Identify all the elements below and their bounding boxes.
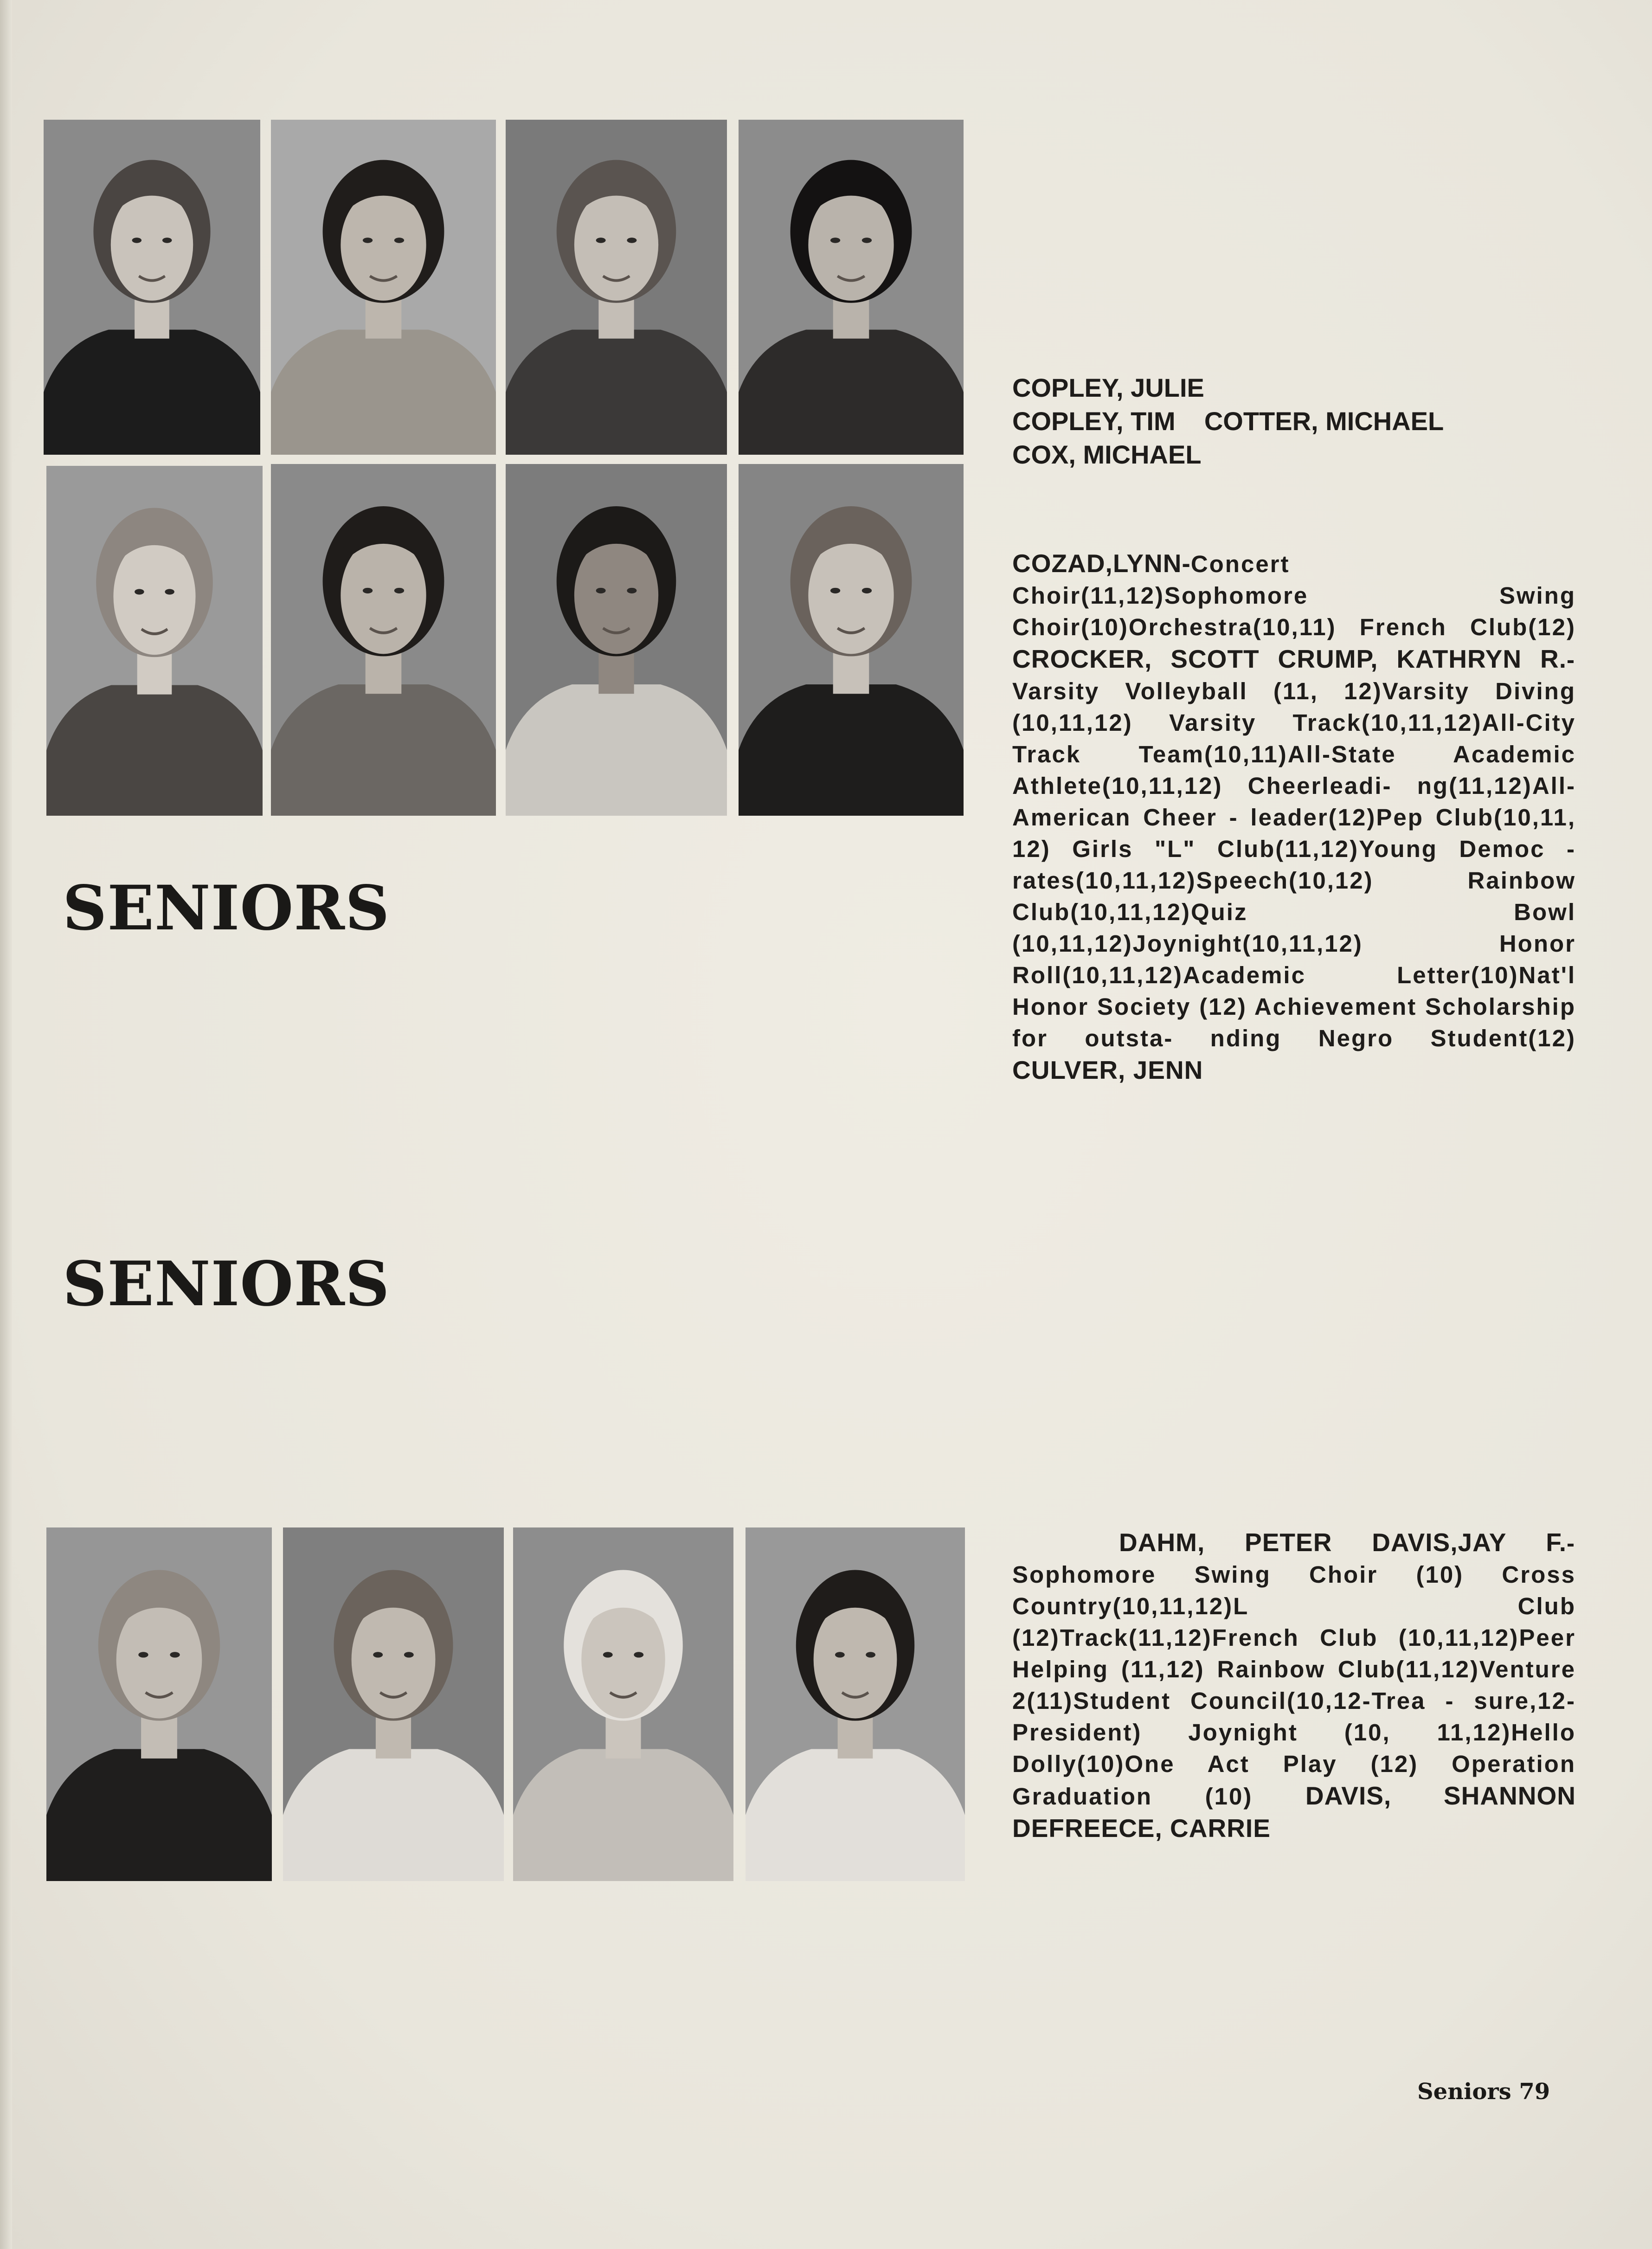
portrait-image bbox=[46, 1527, 272, 1881]
name-line: COPLEY, JULIE bbox=[1012, 373, 1204, 402]
portrait-davis-jay bbox=[283, 1527, 504, 1881]
portrait-cotter-michael bbox=[506, 120, 727, 455]
portrait-cozad-lynn bbox=[46, 466, 263, 816]
name-list-top bbox=[1012, 371, 1444, 471]
portrait-davis-shannon bbox=[513, 1527, 733, 1881]
student-name: COZAD,LYNN- bbox=[1012, 549, 1191, 578]
portrait-crump-kathryn bbox=[506, 464, 727, 816]
portrait-image bbox=[506, 464, 727, 816]
portrait-copley-julie bbox=[44, 120, 260, 455]
page-footer bbox=[1417, 2079, 1550, 2105]
portrait-dahm-peter bbox=[46, 1527, 272, 1881]
bio-paragraph-bottom bbox=[1012, 1527, 1576, 1845]
student-name: CULVER, JENN bbox=[1012, 1056, 1203, 1084]
activity-text: -Varsity Volleyball (11, 12)Varsity Diving (10,11,12) Varsity Track(10,11,12)All-City Track Team(10,11)All-State Academic Athlete(10,11,12) Cheerleadi- ng(11,12)All-American Cheer - leader(12)Pep Club(10,11, 12) Girls "L" Club(11,12)Young Democ - rates(10,11,12)Speech(10,12) Rainbow Club(10,11,12)Quiz Bowl (10,11,12)Joynight(10,11,12) Honor Roll(10,11,12)Academic Letter(10)Nat'l Honor Society (12) Achievement Scholarship for outsta- nding Negro Student(12) bbox=[1012, 646, 1576, 1051]
portrait-image bbox=[44, 120, 260, 455]
portrait-image bbox=[271, 120, 496, 455]
portrait-image bbox=[283, 1527, 504, 1881]
portrait-culver-jenn bbox=[739, 464, 964, 816]
portrait-defreece-carrie bbox=[746, 1527, 965, 1881]
footer-label: Seniors bbox=[1417, 2079, 1511, 2105]
section-title-seniors-bottom: SENIORS bbox=[63, 1248, 390, 1320]
portrait-crocker-scott bbox=[271, 464, 496, 816]
name-line: COPLEY, TIM COTTER, MICHAEL bbox=[1012, 406, 1444, 436]
student-name: DAVIS, SHANNON DEFREECE, CARRIE bbox=[1012, 1781, 1576, 1843]
student-name: CROCKER, SCOTT CRUMP, KATHRYN R. bbox=[1012, 644, 1567, 673]
student-name: DAHM, PETER DAVIS,JAY F. bbox=[1119, 1528, 1567, 1557]
portrait-image bbox=[739, 120, 964, 455]
page-number: 79 bbox=[1519, 2079, 1550, 2105]
section-title-seniors-top: SENIORS bbox=[63, 872, 390, 944]
portrait-image bbox=[271, 464, 496, 816]
activity-text: Concert Choir(11,12)Sophomore Swing Choir(10)Orchestra(10,11) French Club(12) bbox=[1012, 551, 1576, 640]
portrait-image bbox=[46, 466, 263, 816]
portrait-cox-michael bbox=[739, 120, 964, 455]
portrait-image bbox=[513, 1527, 733, 1881]
name-line: COX, MICHAEL bbox=[1012, 440, 1202, 469]
portrait-image bbox=[506, 120, 727, 455]
page-gutter bbox=[0, 0, 12, 2249]
portrait-image bbox=[739, 464, 964, 816]
activity-text: - Sophomore Swing Choir (10) Cross Country(10,11,12)L Club (12)Track(11,12)French Club (10,11,12)Peer Helping (11,12) Rainbow Club(11,12)Venture 2(11)Student Council(10,12-Trea - sure,12-President) Joynight (10, 11,12)Hello Dolly(10)One Act Play (12) Operation Graduation (10) bbox=[1012, 1530, 1576, 1810]
portrait-image bbox=[746, 1527, 965, 1881]
portrait-copley-tim bbox=[271, 120, 496, 455]
bio-paragraph-top bbox=[1012, 548, 1576, 1087]
